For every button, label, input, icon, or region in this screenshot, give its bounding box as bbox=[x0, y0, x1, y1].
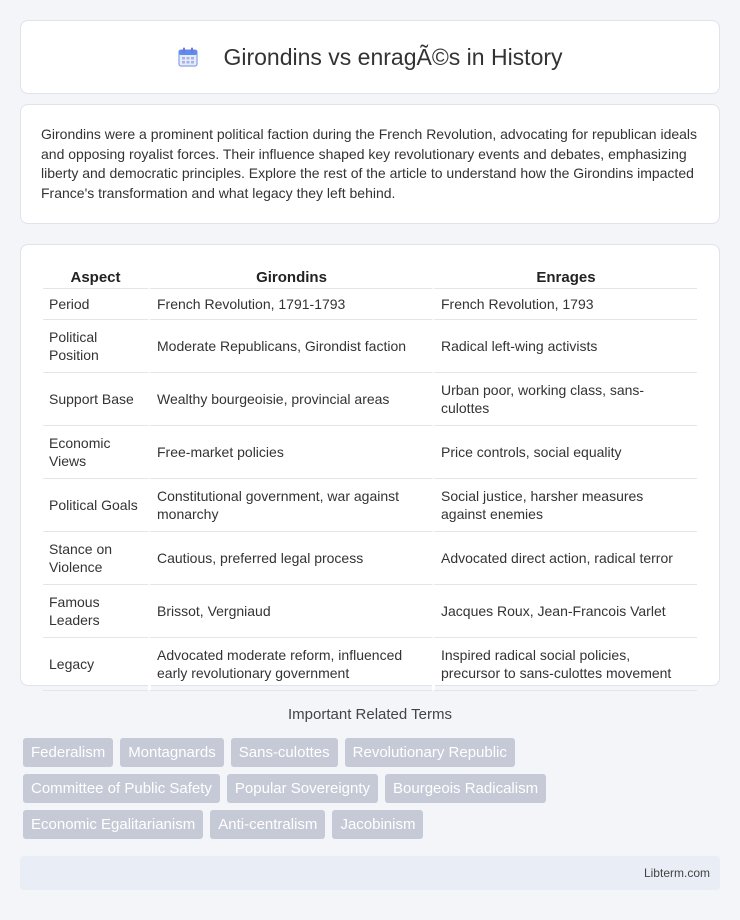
footer bbox=[20, 856, 720, 890]
table-cell: Radical left-wing activists bbox=[432, 320, 697, 373]
table-cell: Brissot, Vergniaud bbox=[148, 585, 432, 638]
footer-site-link[interactable]: Libterm.com bbox=[643, 866, 710, 880]
table-cell: Stance on Violence bbox=[43, 532, 148, 585]
table-row bbox=[43, 638, 697, 691]
table-cell: Price controls, social equality bbox=[432, 426, 697, 479]
tag-row bbox=[23, 774, 723, 803]
table-row bbox=[43, 532, 697, 585]
tag-bourgeois-radicalism[interactable]: Bourgeois Radicalism bbox=[385, 774, 546, 803]
table-cell: Political Position bbox=[43, 320, 148, 373]
tag-montagnards[interactable]: Montagnards bbox=[120, 738, 224, 767]
intro-card bbox=[20, 104, 720, 224]
table-cell: Social justice, harsher measures against enemies bbox=[432, 479, 697, 532]
table-row bbox=[43, 585, 697, 638]
table-row bbox=[43, 426, 697, 479]
table-cell: Urban poor, working class, sans-culottes bbox=[432, 373, 697, 426]
header-enrages: Enrages bbox=[432, 265, 697, 289]
tag-federalism[interactable]: Federalism bbox=[23, 738, 113, 767]
tag-row bbox=[23, 738, 723, 767]
table-cell: Free-market policies bbox=[148, 426, 432, 479]
header-girondins: Girondins bbox=[148, 265, 432, 289]
table-row bbox=[43, 320, 697, 373]
comparison-table-card bbox=[20, 244, 720, 686]
table-cell: Legacy bbox=[43, 638, 148, 691]
table-cell: Constitutional government, war against monarchy bbox=[148, 479, 432, 532]
table-cell: Advocated moderate reform, influenced early revolutionary government bbox=[148, 638, 432, 691]
table-cell: French Revolution, 1793 bbox=[432, 289, 697, 320]
table-cell: French Revolution, 1791-1793 bbox=[148, 289, 432, 320]
tag-anti-centralism[interactable]: Anti-centralism bbox=[210, 810, 325, 839]
table-row bbox=[43, 289, 697, 320]
related-terms-list bbox=[23, 738, 723, 846]
calendar-icon bbox=[177, 46, 199, 68]
tag-sans-culottes[interactable]: Sans-culottes bbox=[231, 738, 338, 767]
table-cell: Cautious, preferred legal process bbox=[148, 532, 432, 585]
table-row bbox=[43, 373, 697, 426]
comparison-table bbox=[43, 265, 697, 691]
page-title: Girondins vs enragÃ©s in History bbox=[223, 43, 563, 70]
table-cell: Political Goals bbox=[43, 479, 148, 532]
table-cell: Economic Views bbox=[43, 426, 148, 479]
table-header-row bbox=[43, 265, 697, 289]
table-row bbox=[43, 479, 697, 532]
title-card bbox=[20, 20, 720, 94]
tag-popular-sovereignty[interactable]: Popular Sovereignty bbox=[227, 774, 378, 803]
tag-row bbox=[23, 810, 723, 839]
table-cell: Moderate Republicans, Girondist faction bbox=[148, 320, 432, 373]
table-cell: Period bbox=[43, 289, 148, 320]
table-cell: Wealthy bourgeoisie, provincial areas bbox=[148, 373, 432, 426]
table-cell: Support Base bbox=[43, 373, 148, 426]
tag-economic-egalitarianism[interactable]: Economic Egalitarianism bbox=[23, 810, 203, 839]
table-cell: Advocated direct action, radical terror bbox=[432, 532, 697, 585]
table-cell: Inspired radical social policies, precursor to sans-culottes movement bbox=[432, 638, 697, 691]
table-cell: Famous Leaders bbox=[43, 585, 148, 638]
tag-committee-of-public-safety[interactable]: Committee of Public Safety bbox=[23, 774, 220, 803]
intro-text: Girondins were a prominent political faction during the French Revolution, advocating for republican ideals and opposing royalist forces. Their influence shaped key revolutionary events and debates, emphasizing liberty and democratic principles. Explore the rest of the article to understand how the Girondins impacted France's transformation and what legacy they left behind. bbox=[41, 126, 698, 201]
tag-jacobinism[interactable]: Jacobinism bbox=[332, 810, 423, 839]
table-cell: Jacques Roux, Jean-Francois Varlet bbox=[432, 585, 697, 638]
header-aspect: Aspect bbox=[43, 265, 148, 289]
tag-revolutionary-republic[interactable]: Revolutionary Republic bbox=[345, 738, 515, 767]
related-terms-title: Important Related Terms bbox=[288, 706, 452, 723]
